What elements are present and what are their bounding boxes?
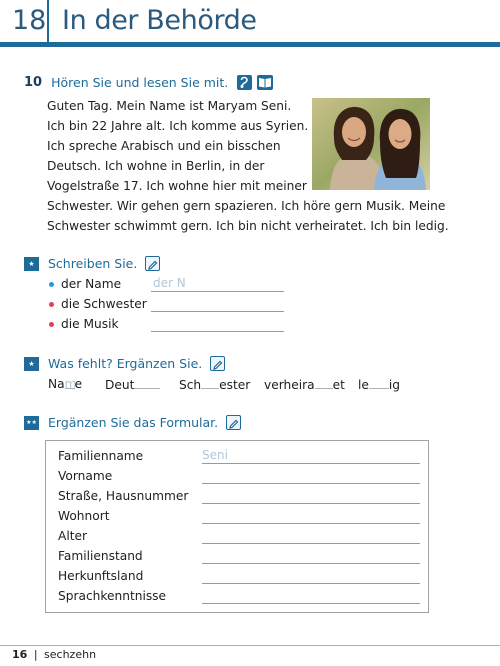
gap-word [179, 377, 250, 392]
reading-line: Vogelstraße 17. Ich wohne hier mit meiner [47, 179, 307, 193]
task-write-title: Schreiben Sie. [48, 256, 138, 271]
list-item-text: die Musik [61, 317, 119, 331]
form-label-wohnort: Wohnort [58, 509, 110, 523]
form-label-familienstand: Familienstand [58, 549, 143, 563]
word-start: Sch [179, 378, 202, 392]
reading-line: Deutsch. Ich wohne in Berlin, in der [47, 159, 265, 173]
task-missing-title: Was fehlt? Ergänzen Sie. [48, 356, 203, 371]
bullet-dot [49, 282, 54, 287]
header-rule [0, 42, 500, 47]
gap-blank[interactable] [201, 377, 219, 389]
page-footer [12, 648, 96, 661]
word-end: ester [219, 378, 251, 392]
bullet-dot [49, 302, 54, 307]
pencil-icon [226, 415, 241, 430]
gap-word [358, 377, 400, 392]
form-field-familienname[interactable] [202, 463, 420, 464]
form-field-alter[interactable] [202, 543, 420, 544]
pencil-icon [145, 256, 160, 271]
page-number: 16 [12, 648, 28, 661]
form-label-vorname: Vorname [58, 469, 113, 483]
reading-line: Guten Tag. Mein Name ist Maryam Seni. [47, 99, 292, 113]
gap-blank[interactable] [315, 377, 333, 389]
exercise-10-heading [24, 75, 273, 90]
gap-fill-row [48, 377, 468, 395]
form-label-sprachkenntnisse: Sprachkenntnisse [58, 589, 167, 603]
task-form-title: Ergänzen Sie das Formular. [48, 415, 219, 430]
form-field-herkunftsland[interactable] [202, 583, 420, 584]
form-label-herkunftsland: Herkunftsland [58, 569, 144, 583]
exercise-number: 10 [24, 75, 43, 90]
form-label-strasse: Straße, Hausnummer [58, 489, 189, 503]
task-form-heading [24, 415, 241, 430]
example-hint: der N [153, 276, 186, 290]
level-star-badge: ★★ [24, 416, 39, 430]
gap-word [105, 377, 160, 392]
gap-hint: m [64, 377, 77, 391]
list-item-text: der Name [61, 277, 122, 291]
reading-line: Ich spreche Arabisch und ein bisschen [47, 139, 281, 153]
gap-word [48, 377, 82, 391]
list-item [49, 317, 119, 331]
form-field-vorname[interactable] [202, 483, 420, 484]
photo-two-women [312, 98, 430, 190]
form-field-familienstand[interactable] [202, 563, 420, 564]
list-item-text: die Schwester [61, 297, 147, 311]
reading-line: Schwester. Wir gehen gern spazieren. Ich höre gern Musik. Meine [47, 199, 446, 213]
gap-blank[interactable] [65, 377, 75, 389]
gap-word [264, 377, 345, 392]
form-field-wohnort[interactable] [202, 523, 420, 524]
level-star-badge: ★ [24, 357, 39, 371]
gap-blank[interactable] [134, 377, 160, 389]
chapter-number: 18 [12, 5, 47, 36]
reading-line: Schwester schwimmt gern. Ich bin nicht verheiratet. Ich bin ledig. [47, 219, 449, 233]
page-number-word: sechzehn [44, 648, 97, 661]
exercise-10-title: Hören Sie und lesen Sie mit. [51, 75, 229, 90]
level-star-badge: ★ [24, 257, 39, 271]
pencil-icon [210, 356, 225, 371]
word-end: e [74, 377, 83, 391]
chapter-title: In der Behörde [62, 5, 257, 36]
registration-form [45, 440, 429, 613]
footer-rule [0, 645, 500, 646]
gap-blank[interactable] [369, 377, 389, 389]
form-field-strasse[interactable] [202, 503, 420, 504]
list-item [49, 277, 121, 291]
footer-separator: | [33, 648, 38, 661]
answer-line[interactable] [151, 311, 284, 312]
list-item [49, 297, 147, 311]
word-start: le [358, 378, 369, 392]
form-label-alter: Alter [58, 529, 88, 543]
word-start: Deut [105, 378, 135, 392]
form-label-familienname: Familienname [58, 449, 144, 463]
form-value-familienname: Seni [202, 448, 228, 462]
answer-line[interactable] [151, 291, 284, 292]
audio-icon[interactable] [237, 75, 252, 90]
bullet-dot [49, 322, 54, 327]
reading-line: Ich bin 22 Jahre alt. Ich komme aus Syrien. [47, 119, 309, 133]
word-end: ig [388, 378, 401, 392]
page-header [0, 0, 500, 48]
book-icon[interactable] [257, 75, 273, 90]
form-field-sprachkenntnisse[interactable] [202, 603, 420, 604]
answer-line[interactable] [151, 331, 284, 332]
word-end: et [332, 378, 345, 392]
word-start: Na [48, 377, 65, 391]
task-write-heading [24, 256, 160, 271]
header-divider [47, 0, 49, 42]
word-start: verheira [264, 378, 315, 392]
task-missing-heading [24, 356, 225, 371]
